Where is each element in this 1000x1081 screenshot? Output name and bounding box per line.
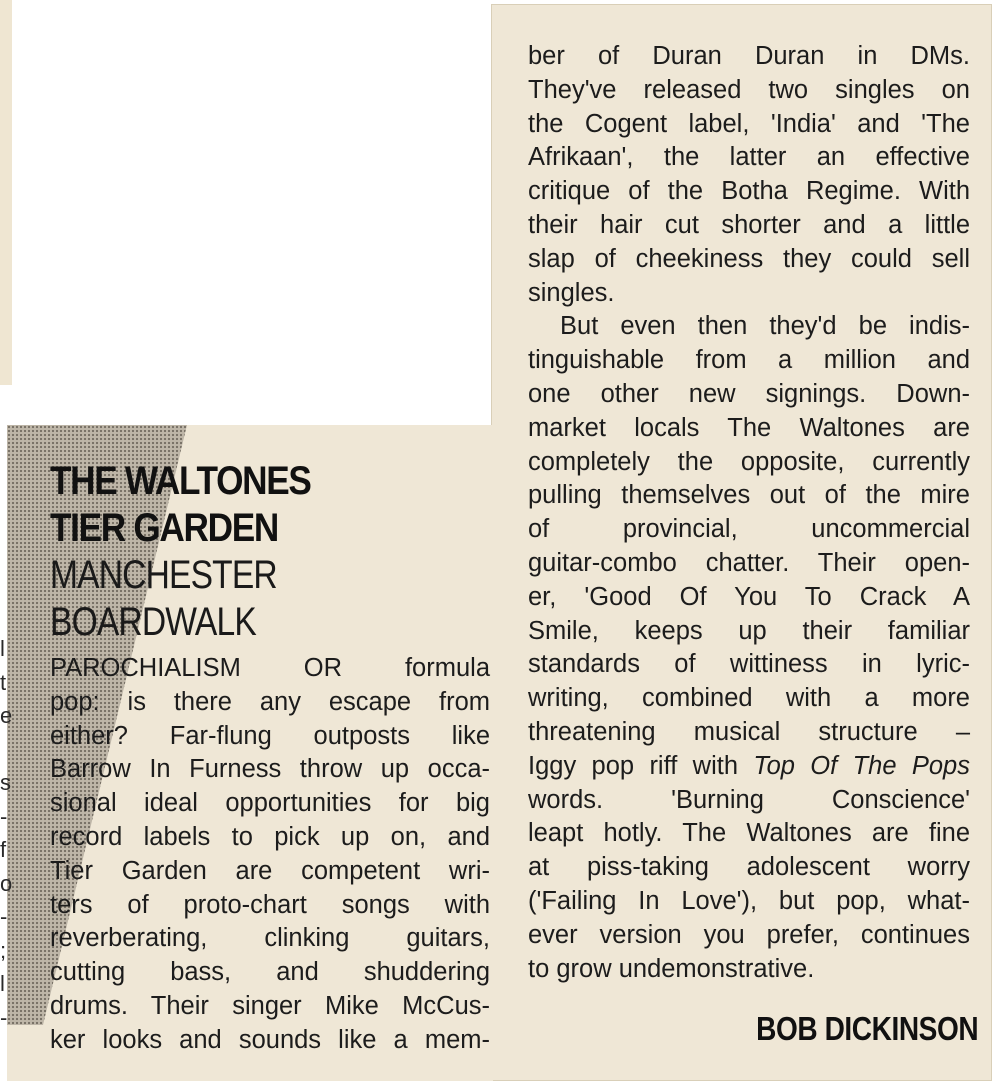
bleed-character: l xyxy=(0,971,5,996)
text-line: leapt hotly. The Waltones are fine xyxy=(528,819,970,848)
text-line: slap of cheekiness they could sell xyxy=(528,244,970,273)
bleed-character: l xyxy=(0,636,5,661)
text-line: ters of proto-chart songs with xyxy=(50,890,490,919)
bleed-character: s xyxy=(0,770,11,795)
text-line: er, 'Good Of You To Crack A xyxy=(528,582,970,611)
headline-venue-city: MANCHESTER xyxy=(50,553,277,597)
italic-show-title: Top Of The Pops xyxy=(753,751,970,780)
text-line: of provincial, uncommercial xyxy=(528,515,970,544)
text-fragment: Iggy pop riff with xyxy=(528,751,754,780)
text-line: singles. xyxy=(528,278,615,307)
text-line: words. 'Burning Conscience' xyxy=(528,785,970,814)
text-line: PAROCHIALISM OR formula xyxy=(50,654,490,682)
text-line: tinguishable from a million and xyxy=(528,346,970,375)
text-line: Tier Garden are competent wri- xyxy=(50,856,490,885)
text-line: threatening musical structure – xyxy=(528,717,970,746)
text-line: completely the opposite, currently xyxy=(528,447,970,476)
headline-band-1: THE WALTONES xyxy=(50,459,311,503)
text-line: to grow undemonstrative. xyxy=(528,954,815,983)
left-column-text xyxy=(50,652,490,1058)
review-headline xyxy=(50,458,470,646)
adjacent-clipping-edge xyxy=(0,0,12,385)
text-line: market locals The Waltones are xyxy=(528,413,970,442)
text-line: guitar-combo chatter. Their open- xyxy=(528,548,970,577)
bleed-character: e xyxy=(0,703,13,728)
text-line: either? Far-flung outposts like xyxy=(50,721,490,750)
text-line-with-italic-title xyxy=(528,750,970,784)
text-line: ever version you prefer, continues xyxy=(528,920,970,949)
bleed-character: - xyxy=(0,803,8,829)
headline-band-2: TIER GARDEN xyxy=(50,506,278,550)
text-line: pulling themselves out of the mire xyxy=(528,481,970,510)
text-line: writing, combined with a more xyxy=(528,684,970,713)
bleed-character: - xyxy=(0,904,8,929)
text-line: ('Failing In Love'), but pop, what- xyxy=(528,886,970,915)
text-line: But even then they'd be indis- xyxy=(560,312,970,341)
text-line: ker looks and sounds like a mem- xyxy=(50,1025,490,1054)
text-line: drums. Their singer Mike McCus- xyxy=(50,991,490,1020)
text-line: cutting bass, and shuddering xyxy=(50,958,490,987)
text-line: reverberating, clinking guitars, xyxy=(50,924,490,953)
text-line: sional ideal opportunities for big xyxy=(50,789,490,818)
text-line: Afrikaan', the latter an effective xyxy=(528,143,970,172)
text-line: their hair cut shorter and a little xyxy=(528,210,970,239)
text-line: critique of the Botha Regime. With xyxy=(528,177,970,206)
bleed-through-characters xyxy=(0,632,14,1034)
bleed-character: - xyxy=(0,1004,8,1030)
text-line: the Cogent label, 'India' and 'The xyxy=(528,109,970,138)
text-line: standards of wittiness in lyric- xyxy=(528,650,970,679)
right-column-text xyxy=(528,40,970,986)
bleed-character: t xyxy=(0,669,7,695)
author-byline: BOB DICKINSON xyxy=(755,1010,978,1047)
headline-venue-name: BOARDWALK xyxy=(50,600,256,644)
text-line: They've released two singles on xyxy=(528,75,970,104)
text-line: pop: is there any escape from xyxy=(50,687,490,716)
bleed-character: ; xyxy=(0,937,7,963)
bleed-character: f xyxy=(0,837,7,862)
bleed-character xyxy=(0,733,14,767)
text-line: record labels to pick up on, and xyxy=(50,822,490,851)
bleed-character: o xyxy=(0,870,13,896)
text-line: at piss-taking adolescent worry xyxy=(528,853,970,882)
text-line: one other new signings. Down- xyxy=(528,379,970,408)
text-line: Barrow In Furness throw up occa- xyxy=(50,755,490,784)
text-line: Smile, keeps up their familiar xyxy=(528,616,970,645)
text-line: ber of Duran Duran in DMs. xyxy=(528,42,970,70)
